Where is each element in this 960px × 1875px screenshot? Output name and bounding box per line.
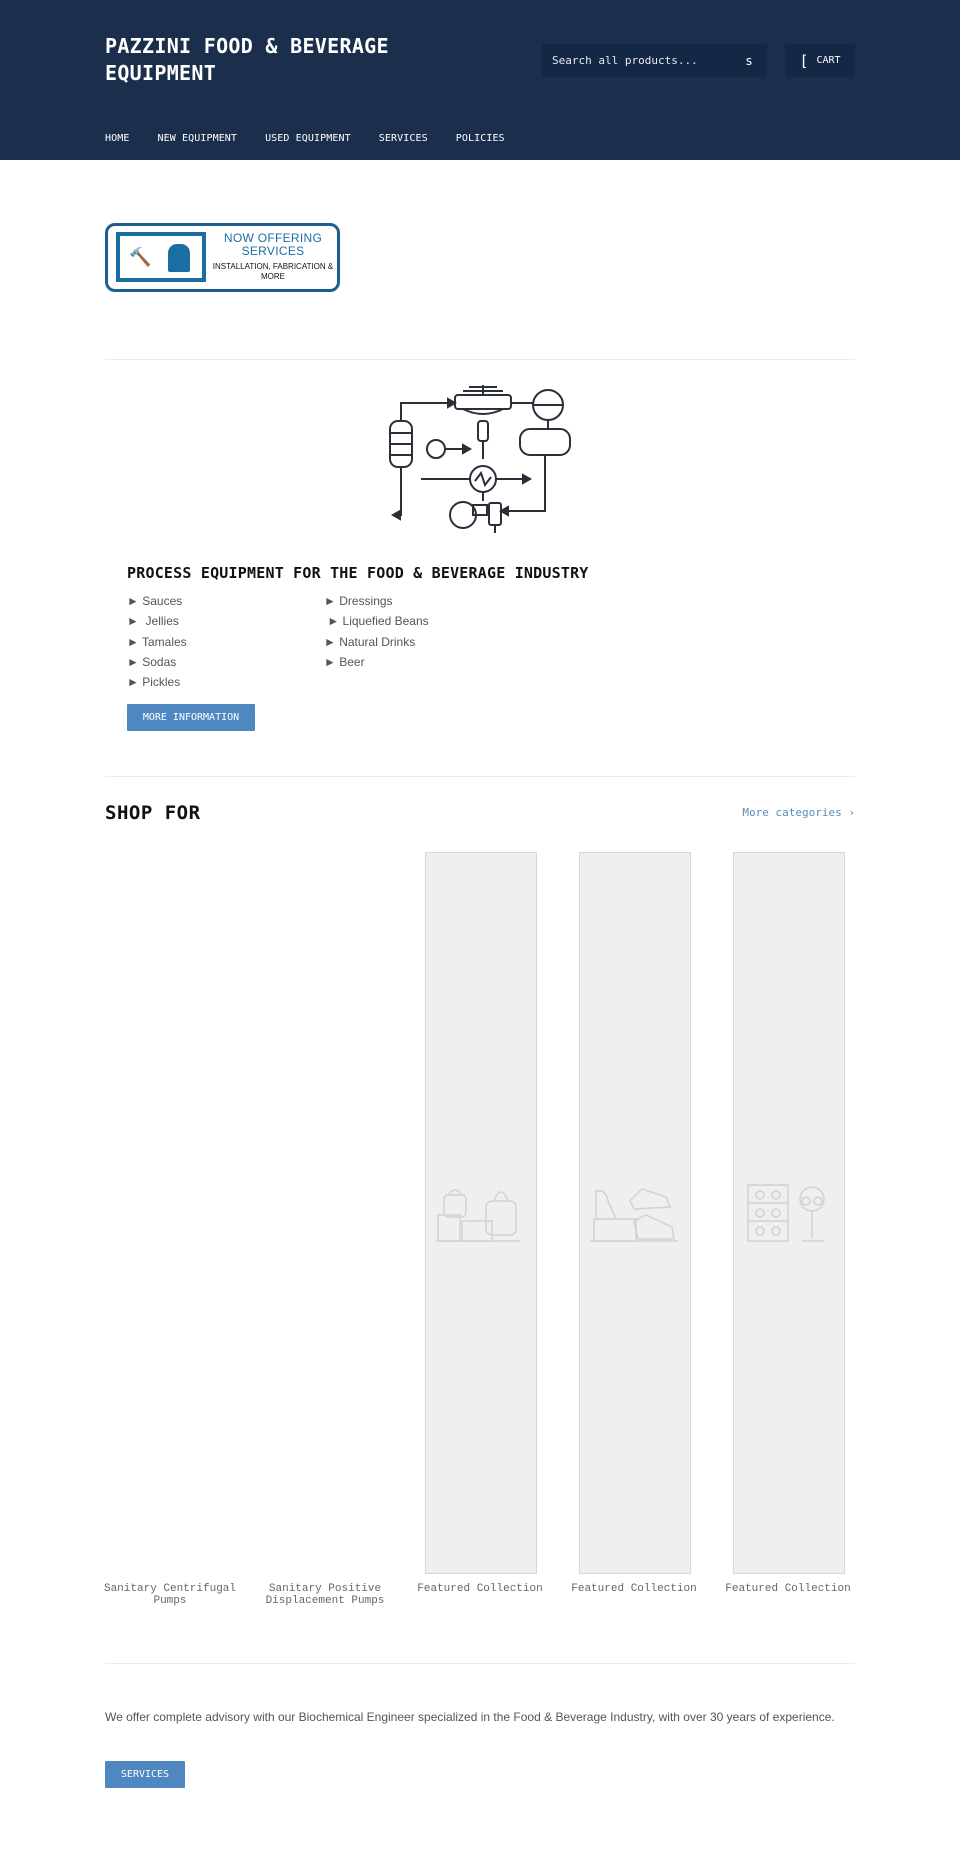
search-input[interactable]: [552, 54, 741, 67]
collection-title[interactable]: Sanitary Positive Displacement Pumps: [265, 1583, 385, 1607]
services-banner[interactable]: [105, 223, 340, 292]
list-item: ► Sauces: [127, 594, 183, 608]
process-diagram-icon: [385, 383, 575, 543]
divider: [105, 776, 855, 777]
collection-title[interactable]: Featured Collection: [571, 1583, 697, 1595]
collection-card[interactable]: [733, 852, 845, 1574]
services-button[interactable]: SERVICES: [105, 1761, 185, 1788]
more-categories-link[interactable]: More categories ›: [742, 806, 855, 819]
cart-label: CART: [816, 55, 841, 66]
shop-for-heading: SHOP FOR: [105, 802, 201, 824]
banner-title: NOW OFFERING SERVICES: [223, 231, 323, 258]
collection-card[interactable]: [579, 852, 691, 1574]
collection-title[interactable]: Featured Collection: [725, 1583, 851, 1595]
nav-policies[interactable]: POLICIES: [455, 133, 505, 144]
list-item: ► Sodas: [127, 654, 177, 669]
nav-services[interactable]: SERVICES: [378, 133, 428, 144]
nav-used-equipment[interactable]: USED EQUIPMENT: [265, 133, 351, 144]
main-nav: [105, 133, 505, 144]
collection-card[interactable]: [425, 852, 537, 1574]
collection-title[interactable]: Featured Collection: [417, 1583, 543, 1595]
cart-button[interactable]: [785, 44, 855, 77]
more-information-button[interactable]: MORE INFORMATION: [127, 704, 255, 731]
advisory-text: We offer complete advisory with our Biochemical Engineer specialized in the Food & Beverage Industry, with over 30 years of experience.: [105, 1710, 835, 1724]
divider: [105, 359, 855, 360]
banner-subtitle: INSTALLATION, FABRICATION & MORE: [212, 262, 334, 281]
divider: [105, 1663, 855, 1664]
process-title: PROCESS EQUIPMENT FOR THE FOOD & BEVERAGE INDUSTRY: [127, 564, 589, 582]
list-item: ► Natural Drinks: [324, 634, 416, 649]
list-item: ► Pickles: [127, 675, 181, 690]
welder-icon: [168, 244, 190, 272]
shoes-icon: [590, 1183, 680, 1245]
banner-illustration: [116, 232, 206, 282]
nav-new-equipment[interactable]: NEW EQUIPMENT: [157, 133, 238, 144]
cart-icon: [: [799, 51, 809, 70]
welding-torch-icon: 🔨: [129, 247, 152, 268]
list-item: ► Jellies: [127, 614, 179, 629]
product-list-left: [127, 591, 187, 692]
nav-home[interactable]: HOME: [105, 133, 130, 144]
site-header: [0, 0, 960, 160]
list-item: ► Tamales: [127, 634, 187, 649]
search-icon[interactable]: s: [745, 53, 753, 68]
accessories-icon: [744, 1183, 834, 1245]
list-item: ► Liquefied Beans: [324, 614, 429, 629]
search-box: [542, 44, 767, 77]
collection-title[interactable]: Sanitary Centrifugal Pumps: [103, 1583, 237, 1607]
product-list-right: [324, 591, 429, 672]
site-logo[interactable]: PAZZINI FOOD & BEVERAGE EQUIPMENT: [105, 34, 389, 85]
list-item: ► Beer: [324, 654, 365, 669]
bags-icon: [436, 1183, 526, 1245]
list-item: ► Dressings: [324, 594, 393, 608]
